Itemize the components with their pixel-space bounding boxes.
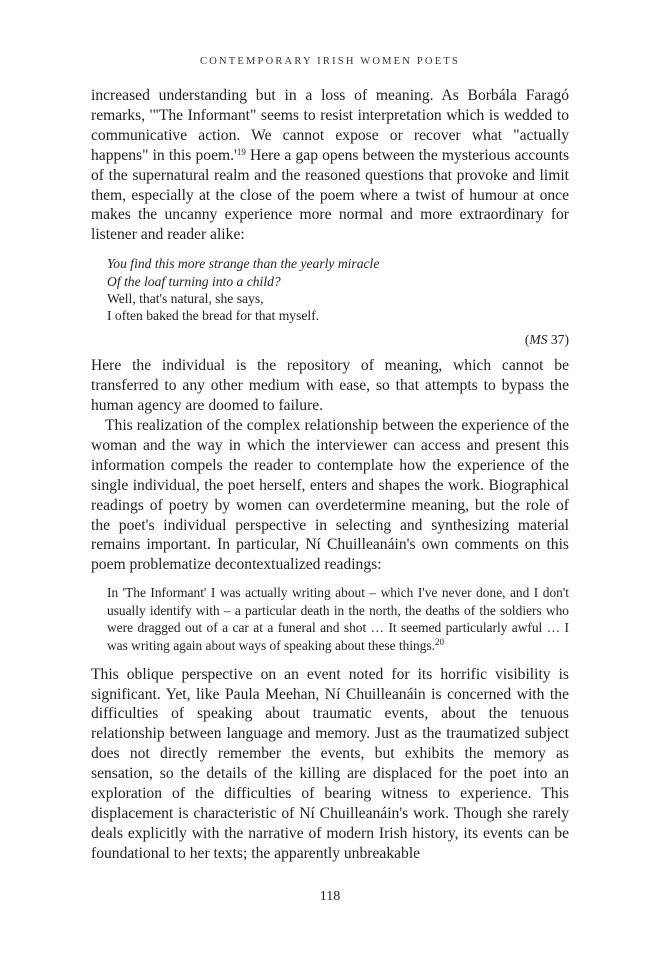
- paragraph-4: This oblique perspective on an event noted for its horrific visibility is significant. Yet, like Paula Meehan, Ní Chuilleanáin is concerned with the difficulties of speaking about traumatic events, about the tenuous relationship between language and memory. Just as the traumatized subject does not directly remember the events, but exhibits the memory as sensation, so the details of the killing are displaced for the poet into an exploration of the difficulties of bearing witness to experience. This displacement is characteristic of Ní Chuilleanáin's work. Though she rarely deals explicitly with the narrative of modern Irish history, its events can be foundational to her texts; the apparently unbreakable: [91, 665, 569, 862]
- poem-line-3: Well, that's natural, she says,: [107, 291, 264, 307]
- poem-line-4: I often baked the bread for that myself.: [107, 308, 320, 324]
- poem-excerpt: [107, 255, 569, 325]
- page-number: 118: [319, 889, 341, 904]
- block-quote: [107, 584, 569, 654]
- poem-line-2: Of the loaf turning into a child?: [107, 273, 281, 289]
- running-head: CONTEMPORARY IRISH WOMEN POETS: [200, 56, 460, 67]
- paragraph-1-text: increased understanding but in a loss of meaning. As Borbála Faragó remarks, '"The Informant" seems to resist interpretation which is wedded to communicative action. We cannot expose or recover what "actually happens" in this poem.': [91, 87, 569, 164]
- paragraph-3: This realization of the complex relationship between the experience of the woman and the way in which the interviewer can access and present this information compels the reader to contemplate how the experience of the single individual, the poet herself, enters and shapes the work. Biographical readings of poetry by women can overdetermine meaning, but the role of the poet's individual perspective in selecting and synthesizing material remains important. In particular, Ní Chuilleanáin's own comments on this poem problematize decontextualized readings:: [91, 417, 569, 574]
- paragraph-2: Here the individual is the repository of meaning, which cannot be transferred to any other medium with ease, so that attempts to bypass the human agency are doomed to failure.: [91, 357, 569, 415]
- poem-citation: (MS 37): [524, 331, 569, 347]
- footnote-marker-20[interactable]: 20: [435, 637, 445, 648]
- body-text: [91, 86, 569, 864]
- paragraph-1-continuation: Here a gap opens between the mysterious accounts of the supernatural realm and the reasoned questions that provoke and limit them, especially at the close of the poem where a twist of humour at once makes the uncanny experience more normal and more extraordinary for listener and reader alike:: [91, 146, 570, 244]
- citation-page: 37: [547, 331, 565, 347]
- block-quote-text: In 'The Informant' I was actually writing about – which I've never done, and I don't usually identify with – a particular death in the north, the deaths of the soldiers who were dragged out of a car at a funeral and shot … It seemed particularly awful … I was writing again about ways of speaking about these things.: [107, 585, 569, 654]
- paragraph-1: [91, 86, 569, 245]
- citation-title: MS: [529, 331, 548, 347]
- poem-line-1: You find this more strange than the yearly miracle: [107, 256, 380, 272]
- footnote-marker-19[interactable]: 19: [236, 146, 246, 157]
